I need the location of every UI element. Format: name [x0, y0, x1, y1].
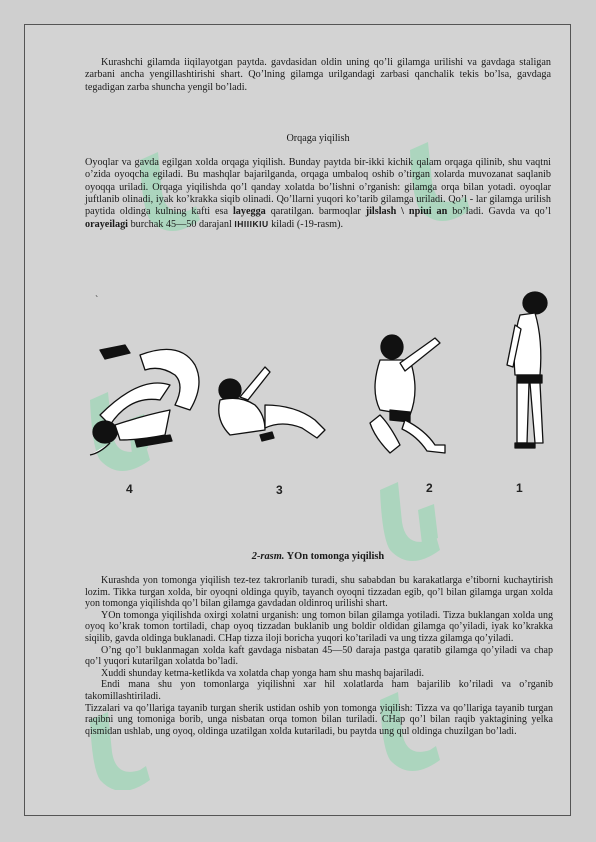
caption-number: 2-rasm. — [251, 551, 285, 562]
lower-paragraph — [85, 703, 553, 738]
paragraph-text: YOn tomonga yiqilishda oxirgi xolatni urganish: ung tomon bilan gilamga yotiladi. Tizza buklangan xolda ung oyoq ko’krak tomon tortiladi, chap oyoq tizzadan buklanib ung boldir oldidan gilamga qo’yiladi, iyak ko’krakka siqilib, gavda oldinga buklanadi. CHap tizza iloji boricha yuqori ko’tariladi va ung tizza gilamga qo’yiladi. — [85, 609, 553, 644]
paragraph-text: kiladi (-19-rasm). — [271, 219, 344, 231]
section-heading: Orqaga yiqilish — [286, 133, 350, 144]
figure-2 — [370, 335, 445, 453]
figure-1 — [507, 292, 547, 448]
lower-paragraph — [85, 575, 553, 610]
figure-label-2: 2 — [426, 481, 433, 495]
paragraph-text: Tizzalari va qo’llariga tayanib turgan sherik ustidan oshib yon tomonga yiqilish: Tizza va qo’llariga tayanib turgan raqibni ung tomoniga borib, unga nisbatan orqa tomon bilan turiladi. CHap qo’l bilan raqib yaktagining yelka qismidan ushlab, ung oyoq, oldinga uzatilgan xolda kutariladi, bu paytda ung qul oldinga chuzilgan bo’ladi. — [85, 702, 553, 737]
figure-label-1: 1 — [516, 481, 523, 495]
caption-title: YOn tomonga yiqilish — [286, 551, 385, 562]
paragraph-text: qaratilgan. barmoqlar — [270, 206, 361, 218]
bold-term: layegga — [232, 206, 266, 218]
figure-label-3: 3 — [276, 483, 283, 497]
figure-label-4: 4 — [126, 482, 133, 496]
paragraph-text: Endi mana shu yon tomonlarga yiqilishni xar hil xolatlarda ham bajarilib ko’riladi va o’rganib takomillashtiriladi. — [85, 679, 553, 702]
fall-sequence-drawing — [80, 285, 560, 510]
bold-term: jilslash \ npiui an — [365, 206, 448, 218]
lower-paragraph — [85, 679, 553, 702]
side-fall-section — [85, 575, 553, 737]
intro-paragraph — [85, 57, 551, 94]
figure-4 — [90, 345, 199, 455]
paragraph-text: bo’ladi. Gavda va qo’l — [452, 206, 551, 218]
judo-fall-illustration — [80, 285, 560, 510]
stray-mark: ` — [95, 295, 99, 306]
figure-3 — [219, 367, 325, 441]
paragraph-text: Xuddi shunday ketma-ketlikda va xolatda chap yonga ham shu mashq bajariladi. — [101, 667, 424, 679]
paragraph-text: Kurashda yon tomonga yiqilish tez-tez takrorlanib turadi, shu sababdan bu karakatlarga e’tiborni kuchaytirish lozim. Tikka turgan xolda, bir oyoqni oldinga quyib, tayanch oyoqni tizzadan egib, qo’l bilan gilamga urgan xolda yon tomonga yiqilishda qo’l bilan gilamga gavdadan oldinroq urilishi shart. — [85, 575, 553, 610]
lower-paragraph — [85, 645, 553, 668]
intro-text: Kurashchi gilamda iiqilayotgan paytda. gavdasidan oldin uning qo’li gilamga urilishi va gavdaga staligan zarbani ancha yengillashtirishi shart. Qo’lning gilamga urilgandagi zarbasi qanchalik tekis bo’lsa, gavdaga tegadigan zarba shuncha yengil bo’ladi. — [85, 57, 551, 93]
paragraph-text: O’ng qo’l buklanmagan xolda kaft gavdaga nisbatan 45—50 daraja pastga qaratib gilamga qo’yiladi va chap qo’l yuqori kutarilgan xolatda bo’ladi. — [85, 644, 553, 668]
lower-paragraph — [85, 668, 553, 680]
backward-fall-paragraph — [85, 157, 551, 232]
paragraph-text: Oyoqlar va gavda egilgan xolda orqaga yiqilish. Bunday paytda bir-ikki kichik qalam orqaga qilinib, shu vaqtni o’zida oyoqcha egiladi. Bu mashqlar bajarilganda, orqaga umbaloq oshib o’tirgan xolarda muvozanat saqlanib oyoqqa uriladi. Orqaga yiqilishda qo’l qanday xolatda bo’lishni o’rganish: gilamga orqa bilan yotadi. oyoqlar juftlanib olinadi, iyak ko’krakka siqib olinadi. Qo’llarni yuqori ko’tarib gilamga uriladi. Qo’l - lar gilamga urilish paytida oldinga kulning kafti esa — [85, 157, 551, 218]
paragraph-text: burchak 45—50 darajanl — [130, 219, 232, 231]
figure-caption — [85, 551, 551, 562]
bold-term: orayeilagi — [85, 219, 129, 231]
bold-term: IHIIIKIU — [234, 219, 269, 230]
lower-paragraph — [85, 610, 553, 645]
